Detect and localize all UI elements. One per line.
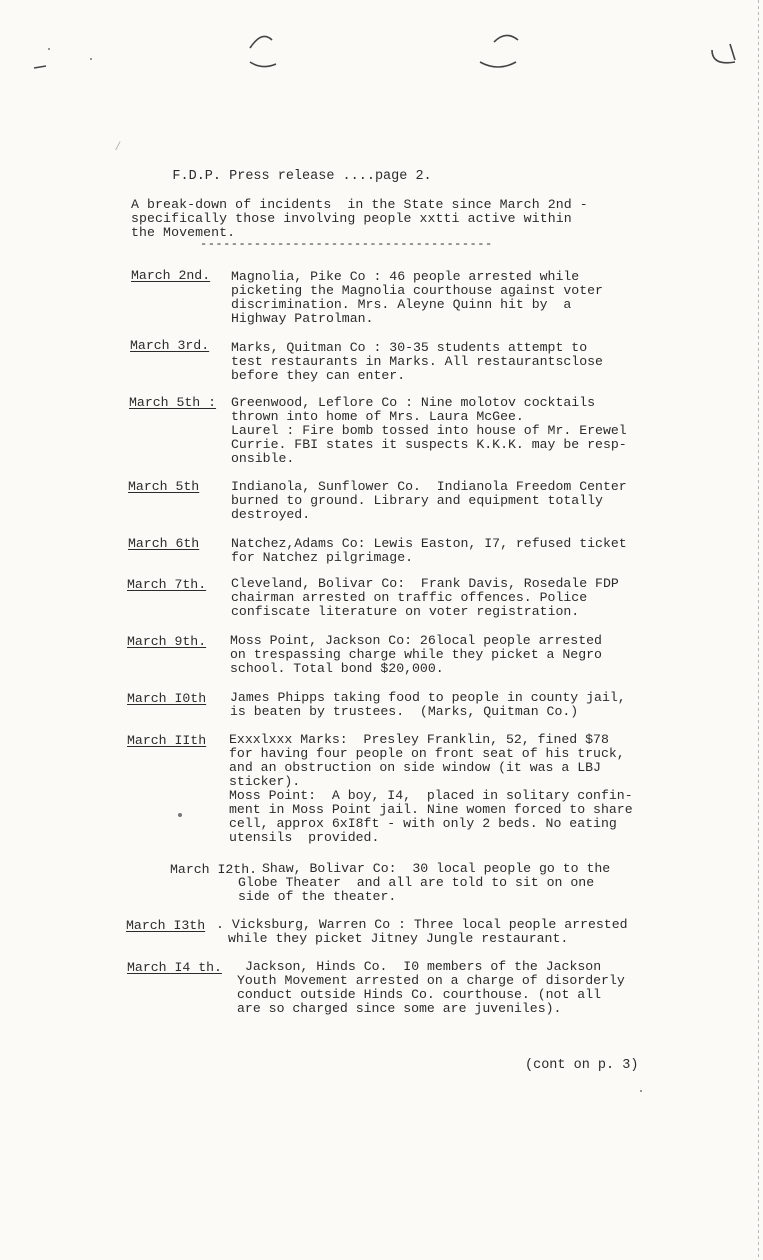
entry-line: confiscate literature on voter registration. — [231, 604, 580, 619]
hole-mark-5 — [712, 50, 735, 63]
entry-date: March I0th — [127, 691, 207, 706]
entry-line: Laurel : Fire bomb tossed into house of Mr. Erewel — [231, 423, 627, 438]
entry-line: Marks, Quitman Co : 30-35 students attempt to — [231, 340, 588, 355]
entry-line: Cleveland, Bolivar Co: Frank Davis, Rosedale FDP — [231, 576, 619, 591]
scan-speck — [48, 48, 50, 50]
entry-line: discrimination. Mrs. Aleyne Quinn hit by a — [231, 297, 572, 312]
entry-line: is beaten by trustees. (Marks, Quitman Co.) — [230, 704, 579, 719]
entry-date: March 2nd. — [131, 268, 211, 283]
entry-line: Moss Point, Jackson Co: 26local people arrested — [230, 633, 602, 648]
entry-date: March 3rd. — [130, 338, 210, 353]
entry-line: cell, approx 6xI8ft - with only 2 beds. No eating — [229, 816, 617, 831]
entry-line: while they picket Jitney Jungle restaurant. — [228, 931, 569, 946]
entry-line: Greenwood, Leflore Co : Nine molotov cocktails — [231, 395, 596, 410]
entry-date: March IIth — [127, 733, 207, 748]
entry-line: Jackson, Hinds Co. I0 members of the Jackson — [245, 959, 602, 974]
punch-holes — [0, 0, 763, 90]
entry-line: Highway Patrolman. — [231, 311, 374, 326]
entry-line: James Phipps taking food to people in county jail, — [230, 690, 626, 705]
page-header — [114, 139, 432, 199]
intro-line: A break-down of incidents in the State since March 2nd - — [131, 197, 588, 212]
entry-line: are so charged since some are juveniles). — [237, 1001, 562, 1016]
entry-line: conduct outside Hinds Co. courthouse. (not all — [237, 987, 602, 1002]
entry-date: March 5th : — [129, 395, 217, 410]
entry-line: test restaurants in Marks. All restaurantsclose — [231, 354, 603, 369]
continuation-note: (cont on p. 3) — [525, 1058, 639, 1073]
page-edge — [758, 0, 759, 1260]
entry-line: sticker). — [229, 774, 301, 789]
entry-line: Youth Movement arrested on a charge of disorderly — [237, 973, 625, 988]
dashed-rule: -------------------------------------- — [200, 237, 493, 251]
hole-mark-1 — [250, 36, 272, 48]
entry-date: March 5th — [128, 479, 200, 494]
entry-line: thrown into home of Mrs. Laura McGee. — [231, 409, 524, 424]
entry-line: Globe Theater and all are told to sit on one — [238, 875, 595, 890]
entry-line: school. Total bond $20,000. — [230, 661, 444, 676]
entry-line: for having four people on front seat of his truck, — [229, 746, 625, 761]
hole-mark-6 — [730, 44, 735, 60]
entry-date: March 9th. — [127, 634, 207, 649]
scan-speck — [178, 813, 182, 817]
entry-line: Exxxlxxx Marks: Presley Franklin, 52, fined $78 — [229, 732, 609, 747]
entry-date: March I3th — [126, 918, 206, 933]
margin-mark: ⁄ — [114, 139, 122, 154]
intro-line: specifically those involving people xxtti active within — [131, 211, 572, 226]
scratch-mark — [34, 66, 46, 68]
entry-line: onsible. — [231, 451, 295, 466]
entry-line: chairman arrested on traffic offences. Police — [231, 590, 588, 605]
entry-date: March I2th. — [170, 862, 258, 877]
entry-line: Natchez,Adams Co: Lewis Easton, I7, refused ticket — [231, 536, 627, 551]
hole-mark-2 — [250, 62, 276, 67]
hole-mark-4 — [480, 62, 516, 67]
entry-line: Moss Point: A boy, I4, placed in solitary confin- — [229, 788, 633, 803]
entry-line: for Natchez pilgrimage. — [231, 550, 414, 565]
entry-date: March 6th — [128, 536, 200, 551]
header-text: F.D.P. Press release ....page 2. — [172, 169, 432, 184]
intro-line: the Movement. — [131, 225, 236, 240]
entry-line: Indianola, Sunflower Co. Indianola Freedom Center — [231, 479, 627, 494]
entry-line: Magnolia, Pike Co : 46 people arrested while — [231, 269, 580, 284]
hole-mark-3 — [494, 35, 518, 42]
entry-line: picketing the Magnolia courthouse against voter — [231, 283, 603, 298]
entry-date: March 7th. — [127, 577, 207, 592]
entry-line: Currie. FBI states it suspects K.K.K. may be resp- — [231, 437, 627, 452]
entry-line: . Vicksburg, Warren Co : Three local people arrested — [216, 917, 628, 932]
entry-line: ment in Moss Point jail. Nine women forced to share — [229, 802, 633, 817]
entry-line: burned to ground. Library and equipment totally — [231, 493, 603, 508]
entry-date: March I4 th. — [127, 960, 222, 975]
scan-speck — [90, 58, 92, 60]
entry-line: utensils provided. — [229, 830, 380, 845]
scan-speck — [640, 1090, 642, 1092]
entry-line: destroyed. — [231, 507, 311, 522]
entry-line: and an obstruction on side window (it was a LBJ — [229, 760, 601, 775]
entry-line: side of the theater. — [238, 889, 397, 904]
entry-line: Shaw, Bolivar Co: 30 local people go to the — [262, 861, 611, 876]
entry-line: before they can enter. — [231, 368, 406, 383]
entry-line: on trespassing charge while they picket a Negro — [230, 647, 602, 662]
